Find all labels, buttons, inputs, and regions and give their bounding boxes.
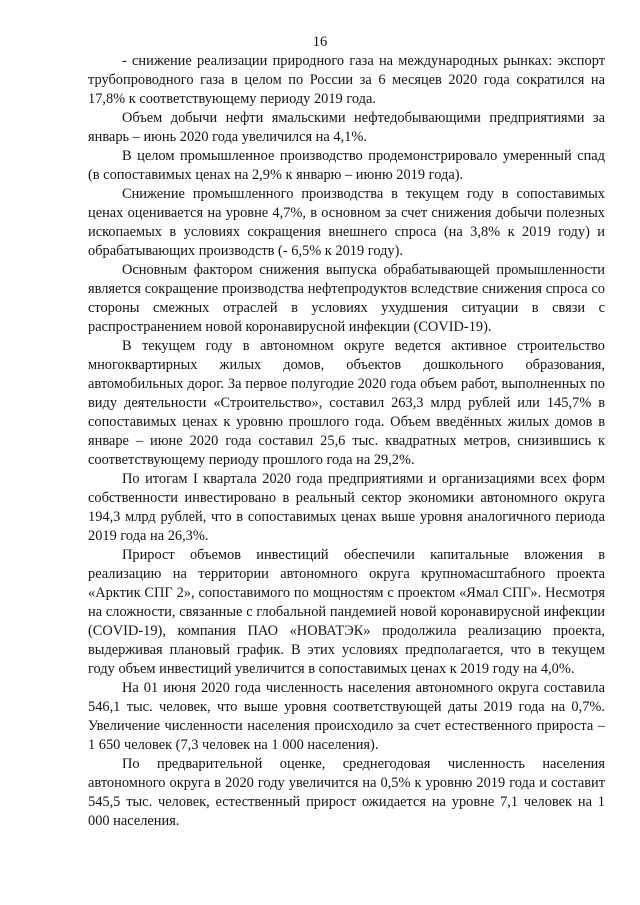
paragraph-industrial-forecast: Снижение промышленного производства в текущем году в сопоставимых ценах оценивается на уровне 4,7%, в основном за счет снижения добычи полезных ископаемых в условиях сокращения внешнего спроса (на 3,8% к 2019 году) и обрабатывающих производств (- 6,5% к 2019 году). — [88, 186, 605, 259]
paragraph-oil-production: Объем добычи нефти ямальскими нефтедобывающими предприятиями за январь – июнь 2020 года увеличился на 4,1%. — [88, 110, 605, 145]
paragraph-construction: В текущем году в автономном округе ведется активное строительство многоквартирных жилых домов, объектов дошкольного образования, автомобильных дорог. За первое полугодие 2020 года объем работ, выполненных по виду деятельности «Строительство», составил 263,3 млрд рублей или 145,7% в сопоставимых ценах к уровню прошлого года. Объем введённых жилых домов в январе – июне 2020 года составил 25,6 тыс. квадратных метров, снизившись к соответствующему периоду прошлого года на 29,2%. — [88, 338, 605, 468]
paragraph-population: На 01 июня 2020 года численность населения автономного округа составила 546,1 тыс. человек, что выше уровня соответствующей даты 2019 года на 0,7%. Увеличение численности населения происходило за счет естественного прироста – 1 650 человек (7,3 человек на 1 000 населения). — [88, 680, 605, 753]
paragraph-industrial-decline: В целом промышленное производство продемонстрировало умеренный спад (в сопоставимых ценах на 2,9% к январю – июню 2019 года). — [88, 148, 605, 183]
document-body — [88, 52, 605, 831]
paragraph-population-forecast: По предварительной оценке, среднегодовая численность населения автономного округа в 2020 году увеличится на 0,5% к уровню 2019 года и составит 545,5 тыс. человек, естественный прирост ожидается на уровне 7,1 человек на 1 000 населения. — [88, 756, 605, 829]
paragraph-investment-q1: По итогам I квартала 2020 года предприятиями и организациями всех форм собственности инвестировано в реальный сектор экономики автономного округа 194,3 млрд рублей, что в сопоставимых ценах выше уровня аналогичного периода 2019 года на 26,3%. — [88, 471, 605, 544]
paragraph-gas-exports: - снижение реализации природного газа на международных рынках: экспорт трубопроводного газа в целом по России за 6 месяцев 2020 года сократился на 17,8% к соответствующему периоду 2019 года. — [88, 53, 605, 107]
paragraph-investment-growth: Прирост объемов инвестиций обеспечили капитальные вложения в реализацию на территории автономного округа крупномасштабного проекта «Арктик СПГ 2», сопоставимого по мощностям с проектом «Ямал СПГ». Несмотря на сложности, связанные с глобальной пандемией новой коронавирусной инфекции (COVID-19), компания ПАО «НОВАТЭК» продолжила реализацию проекта, выдерживая плановый график. В этих условиях предполагается, что в текущем году объем инвестиций увеличится в сопоставимых ценах к 2019 году на 4,0%. — [88, 547, 605, 677]
page-number: 16 — [312, 34, 328, 50]
paragraph-manufacturing-factor: Основным фактором снижения выпуска обрабатывающей промышленности является сокращение производства нефтепродуктов вследствие снижения спроса со стороны смежных отраслей в условиях ухудшения ситуации в связи с распространением новой коронавирусной инфекции (COVID-19). — [88, 262, 605, 335]
